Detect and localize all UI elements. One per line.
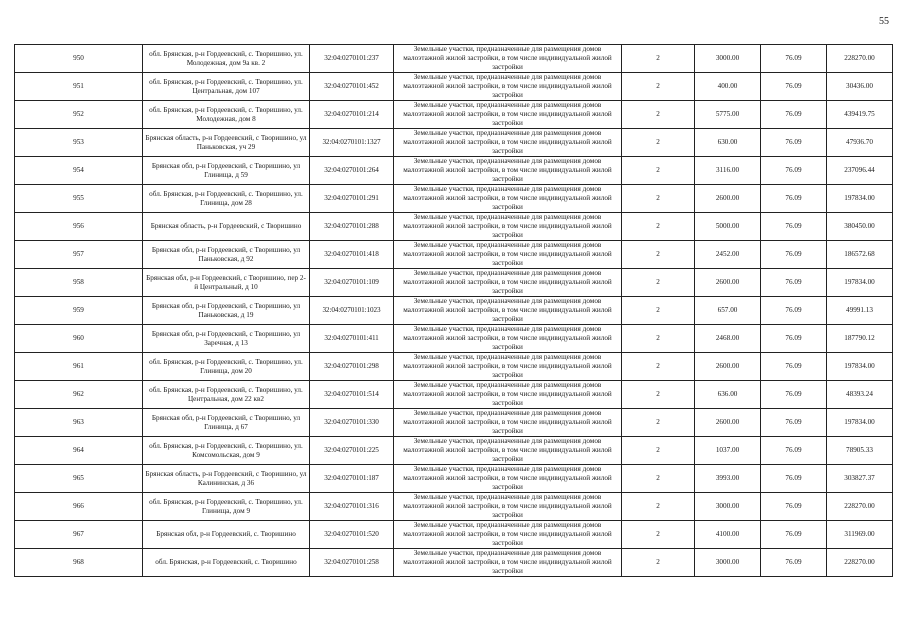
cell-cadastral-value: 228270.00 <box>827 549 893 577</box>
cell-area: 2600.00 <box>695 269 761 297</box>
cell-cadastral-value: 237096.44 <box>827 157 893 185</box>
table-row <box>15 157 893 185</box>
cell-group: 2 <box>622 241 695 269</box>
cell-address: обл. Брянская, р-н Гордеевский, с. Творишино, ул. Центральная, дом 107 <box>143 73 310 101</box>
cell-group: 2 <box>622 381 695 409</box>
table-row <box>15 549 893 577</box>
cell-cadastral-number: 32:04:0270101:298 <box>310 353 394 381</box>
cell-specific-value: 76.09 <box>761 157 827 185</box>
cell-cadastral-number: 32:04:0270101:237 <box>310 45 394 73</box>
table-row <box>15 325 893 353</box>
cell-cadastral-number: 32:04:0270101:225 <box>310 437 394 465</box>
table-row <box>15 185 893 213</box>
cell-specific-value: 76.09 <box>761 101 827 129</box>
table-row <box>15 521 893 549</box>
table-row <box>15 297 893 325</box>
cell-address: обл. Брянская, р-н Гордеевский, с. Творишино, ул. Комсомольская, дом 9 <box>143 437 310 465</box>
cell-land-category: Земельные участки, предназначенные для размещения домов малоэтажной жилой застройки, в том числе индивидуальной жилой застройки <box>394 549 622 577</box>
table-row <box>15 73 893 101</box>
cell-group: 2 <box>622 157 695 185</box>
table-row <box>15 129 893 157</box>
cell-area: 2452.00 <box>695 241 761 269</box>
table-row <box>15 269 893 297</box>
cell-land-category: Земельные участки, предназначенные для размещения домов малоэтажной жилой застройки, в том числе индивидуальной жилой застройки <box>394 353 622 381</box>
cell-cadastral-value: 228270.00 <box>827 45 893 73</box>
cell-land-category: Земельные участки, предназначенные для размещения домов малоэтажной жилой застройки, в том числе индивидуальной жилой застройки <box>394 409 622 437</box>
cell-address: Брянская область, р-н Гордеевский, с Творишино, ул Паньковская, уч 29 <box>143 129 310 157</box>
cell-cadastral-value: 186572.68 <box>827 241 893 269</box>
cell-address: обл. Брянская, р-н Гордеевский, с. Творишино, ул. Глинища, дом 9 <box>143 493 310 521</box>
cell-cadastral-value: 49991.13 <box>827 297 893 325</box>
cell-cadastral-number: 32:04:0270101:418 <box>310 241 394 269</box>
cell-cadastral-value: 187790.12 <box>827 325 893 353</box>
cell-cadastral-value: 48393.24 <box>827 381 893 409</box>
cell-area: 636.00 <box>695 381 761 409</box>
cell-specific-value: 76.09 <box>761 185 827 213</box>
cell-area: 1037.00 <box>695 437 761 465</box>
cell-cadastral-number: 32:04:0270101:214 <box>310 101 394 129</box>
cell-address: Брянская обл, р-н Гордеевский, с Творишино, ул Паньковская, д 92 <box>143 241 310 269</box>
cell-group: 2 <box>622 409 695 437</box>
table-row <box>15 101 893 129</box>
cell-cadastral-number: 32:04:0270101:1023 <box>310 297 394 325</box>
cell-specific-value: 76.09 <box>761 213 827 241</box>
cell-cadastral-value: 30436.00 <box>827 73 893 101</box>
cell-cadastral-value: 303827.37 <box>827 465 893 493</box>
cell-group: 2 <box>622 101 695 129</box>
cell-cadastral-value: 47936.70 <box>827 129 893 157</box>
table-row <box>15 437 893 465</box>
cell-cadastral-number: 32:04:0270101:264 <box>310 157 394 185</box>
cell-group: 2 <box>622 465 695 493</box>
cell-land-category: Земельные участки, предназначенные для размещения домов малоэтажной жилой застройки, в том числе индивидуальной жилой застройки <box>394 269 622 297</box>
cell-address: обл. Брянская, р-н Гордеевский, с. Творишино, ул. Молодежная, дом 8 <box>143 101 310 129</box>
cell-cadastral-value: 439419.75 <box>827 101 893 129</box>
cell-specific-value: 76.09 <box>761 297 827 325</box>
cell-address: Брянская область, р-н Гордеевский, с Творишино, ул Калининская, д 36 <box>143 465 310 493</box>
cell-land-category: Земельные участки, предназначенные для размещения домов малоэтажной жилой застройки, в том числе индивидуальной жилой застройки <box>394 129 622 157</box>
cell-cadastral-number: 32:04:0270101:452 <box>310 73 394 101</box>
cell-specific-value: 76.09 <box>761 521 827 549</box>
cell-land-category: Земельные участки, предназначенные для размещения домов малоэтажной жилой застройки, в том числе индивидуальной жилой застройки <box>394 157 622 185</box>
cell-cadastral-value: 197834.00 <box>827 269 893 297</box>
cell-specific-value: 76.09 <box>761 129 827 157</box>
cell-record-number: 967 <box>15 521 143 549</box>
cell-area: 4100.00 <box>695 521 761 549</box>
cell-area: 630.00 <box>695 129 761 157</box>
cell-cadastral-value: 197834.00 <box>827 353 893 381</box>
cell-area: 5775.00 <box>695 101 761 129</box>
cell-record-number: 968 <box>15 549 143 577</box>
cell-area: 2600.00 <box>695 185 761 213</box>
cell-cadastral-value: 78905.33 <box>827 437 893 465</box>
cell-land-category: Земельные участки, предназначенные для размещения домов малоэтажной жилой застройки, в том числе индивидуальной жилой застройки <box>394 45 622 73</box>
page-number: 55 <box>879 16 889 27</box>
cell-cadastral-value: 197834.00 <box>827 185 893 213</box>
cell-area: 5000.00 <box>695 213 761 241</box>
cell-specific-value: 76.09 <box>761 241 827 269</box>
cell-record-number: 962 <box>15 381 143 409</box>
cell-group: 2 <box>622 325 695 353</box>
cell-group: 2 <box>622 297 695 325</box>
cell-area: 657.00 <box>695 297 761 325</box>
cell-record-number: 964 <box>15 437 143 465</box>
cell-specific-value: 76.09 <box>761 325 827 353</box>
cell-area: 2468.00 <box>695 325 761 353</box>
cell-cadastral-number: 32:04:0270101:291 <box>310 185 394 213</box>
cell-record-number: 953 <box>15 129 143 157</box>
cell-specific-value: 76.09 <box>761 269 827 297</box>
cell-cadastral-number: 32:04:0270101:258 <box>310 549 394 577</box>
cell-address: обл. Брянская, р-н Гордеевский, с. Творишино, ул. Центральная, дом 22 кв2 <box>143 381 310 409</box>
cell-address: обл. Брянская, р-н Гордеевский, с. Творишино, ул. Молодежная, дом 9а кв. 2 <box>143 45 310 73</box>
table-body <box>15 45 893 577</box>
cell-record-number: 965 <box>15 465 143 493</box>
cell-address: Брянская обл, р-н Гордеевский, с Творишино, ул Глинища, д 67 <box>143 409 310 437</box>
table-row <box>15 493 893 521</box>
cell-cadastral-number: 32:04:0270101:330 <box>310 409 394 437</box>
cell-land-category: Земельные участки, предназначенные для размещения домов малоэтажной жилой застройки, в том числе индивидуальной жилой застройки <box>394 325 622 353</box>
cell-area: 3993.00 <box>695 465 761 493</box>
cell-record-number: 951 <box>15 73 143 101</box>
cell-land-category: Земельные участки, предназначенные для размещения домов малоэтажной жилой застройки, в том числе индивидуальной жилой застройки <box>394 521 622 549</box>
cell-cadastral-number: 32:04:0270101:514 <box>310 381 394 409</box>
cell-cadastral-number: 32:04:0270101:316 <box>310 493 394 521</box>
table-row <box>15 381 893 409</box>
cell-record-number: 954 <box>15 157 143 185</box>
table-row <box>15 465 893 493</box>
cell-address: обл. Брянская, р-н Гордеевский, с. Творишино, ул. Глинища, дом 20 <box>143 353 310 381</box>
cell-cadastral-value: 197834.00 <box>827 409 893 437</box>
cell-land-category: Земельные участки, предназначенные для размещения домов малоэтажной жилой застройки, в том числе индивидуальной жилой застройки <box>394 297 622 325</box>
cell-specific-value: 76.09 <box>761 73 827 101</box>
cell-record-number: 952 <box>15 101 143 129</box>
cell-record-number: 963 <box>15 409 143 437</box>
cell-specific-value: 76.09 <box>761 409 827 437</box>
cell-address: Брянская область, р-н Гордеевский, с Творишино <box>143 213 310 241</box>
cell-land-category: Земельные участки, предназначенные для размещения домов малоэтажной жилой застройки, в том числе индивидуальной жилой застройки <box>394 381 622 409</box>
cell-address: Брянская обл, р-н Гордеевский, с Творишино, пер 2-й Центральный, д 10 <box>143 269 310 297</box>
cell-land-category: Земельные участки, предназначенные для размещения домов малоэтажной жилой застройки, в том числе индивидуальной жилой застройки <box>394 465 622 493</box>
cell-cadastral-value: 228270.00 <box>827 493 893 521</box>
cell-record-number: 955 <box>15 185 143 213</box>
cell-address: обл. Брянская, р-н Гордеевский, с. Творишино <box>143 549 310 577</box>
cell-cadastral-number: 32:04:0270101:411 <box>310 325 394 353</box>
cell-specific-value: 76.09 <box>761 493 827 521</box>
cell-land-category: Земельные участки, предназначенные для размещения домов малоэтажной жилой застройки, в том числе индивидуальной жилой застройки <box>394 493 622 521</box>
cell-address: Брянская обл, р-н Гордеевский, с Творишино, ул Заречная, д 13 <box>143 325 310 353</box>
cell-cadastral-number: 32:04:0270101:187 <box>310 465 394 493</box>
cell-address: Брянская обл, р-н Гордеевский, с Творишино, ул Паньковская, д 19 <box>143 297 310 325</box>
cell-land-category: Земельные участки, предназначенные для размещения домов малоэтажной жилой застройки, в том числе индивидуальной жилой застройки <box>394 185 622 213</box>
cell-record-number: 966 <box>15 493 143 521</box>
cell-cadastral-number: 32:04:0270101:1327 <box>310 129 394 157</box>
table-row <box>15 45 893 73</box>
cell-address: обл. Брянская, р-н Гордеевский, с. Творишино, ул. Глинища, дом 28 <box>143 185 310 213</box>
cell-land-category: Земельные участки, предназначенные для размещения домов малоэтажной жилой застройки, в том числе индивидуальной жилой застройки <box>394 241 622 269</box>
cell-cadastral-number: 32:04:0270101:288 <box>310 213 394 241</box>
cell-group: 2 <box>622 549 695 577</box>
cell-land-category: Земельные участки, предназначенные для размещения домов малоэтажной жилой застройки, в том числе индивидуальной жилой застройки <box>394 73 622 101</box>
table-row <box>15 213 893 241</box>
table-row <box>15 409 893 437</box>
cell-record-number: 961 <box>15 353 143 381</box>
cell-group: 2 <box>622 73 695 101</box>
cell-cadastral-number: 32:04:0270101:520 <box>310 521 394 549</box>
cell-group: 2 <box>622 185 695 213</box>
cell-group: 2 <box>622 129 695 157</box>
table-row <box>15 353 893 381</box>
cell-specific-value: 76.09 <box>761 437 827 465</box>
cell-cadastral-value: 380450.00 <box>827 213 893 241</box>
cell-group: 2 <box>622 521 695 549</box>
cell-group: 2 <box>622 437 695 465</box>
cell-address: Брянская обл, р-н Гордеевский, с Творишино, ул Глинища, д 59 <box>143 157 310 185</box>
cell-specific-value: 76.09 <box>761 353 827 381</box>
cell-area: 2600.00 <box>695 353 761 381</box>
cell-area: 3000.00 <box>695 549 761 577</box>
cell-record-number: 957 <box>15 241 143 269</box>
cell-group: 2 <box>622 213 695 241</box>
cell-group: 2 <box>622 45 695 73</box>
table-row <box>15 241 893 269</box>
cell-record-number: 950 <box>15 45 143 73</box>
cell-cadastral-value: 311969.00 <box>827 521 893 549</box>
cell-group: 2 <box>622 493 695 521</box>
cell-record-number: 959 <box>15 297 143 325</box>
cell-record-number: 958 <box>15 269 143 297</box>
cell-specific-value: 76.09 <box>761 381 827 409</box>
cell-address: Брянская обл, р-н Гордеевский, с. Творишино <box>143 521 310 549</box>
cell-specific-value: 76.09 <box>761 465 827 493</box>
cell-cadastral-number: 32:04:0270101:109 <box>310 269 394 297</box>
cell-area: 2600.00 <box>695 409 761 437</box>
cell-area: 3116.00 <box>695 157 761 185</box>
cell-specific-value: 76.09 <box>761 45 827 73</box>
cell-group: 2 <box>622 269 695 297</box>
cell-land-category: Земельные участки, предназначенные для размещения домов малоэтажной жилой застройки, в том числе индивидуальной жилой застройки <box>394 101 622 129</box>
cell-area: 400.00 <box>695 73 761 101</box>
cell-record-number: 956 <box>15 213 143 241</box>
cell-area: 3000.00 <box>695 493 761 521</box>
cell-specific-value: 76.09 <box>761 549 827 577</box>
land-plots-table <box>14 44 893 577</box>
cell-land-category: Земельные участки, предназначенные для размещения домов малоэтажной жилой застройки, в том числе индивидуальной жилой застройки <box>394 213 622 241</box>
cell-record-number: 960 <box>15 325 143 353</box>
cell-land-category: Земельные участки, предназначенные для размещения домов малоэтажной жилой застройки, в том числе индивидуальной жилой застройки <box>394 437 622 465</box>
cell-area: 3000.00 <box>695 45 761 73</box>
cell-group: 2 <box>622 353 695 381</box>
